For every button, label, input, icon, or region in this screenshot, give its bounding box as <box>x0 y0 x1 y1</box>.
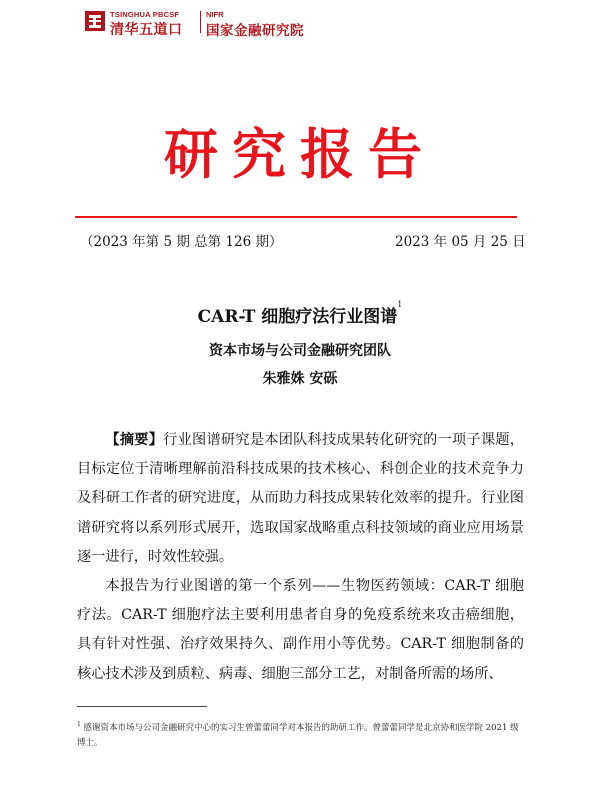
document-title-text: CAR-T 细胞疗法行业图谱 <box>197 307 398 327</box>
nifr-chinese: 国家金融研究院 <box>206 23 304 39</box>
abstract-paragraph <box>77 426 524 572</box>
logo-divider <box>200 11 201 33</box>
footnote-divider <box>77 706 207 707</box>
logo-chinese: 清华五道口 <box>110 22 183 38</box>
abstract-label: 【摘要】 <box>105 432 164 448</box>
tsinghua-logo-icon <box>84 10 106 32</box>
nifr-english: NIFR <box>206 10 224 19</box>
body-text <box>77 426 524 689</box>
report-date: 2023 年 05 月 25 日 <box>395 234 526 250</box>
footnote-mark: 1 <box>77 721 81 728</box>
logo-english: TSINGHUA PBCSF <box>110 10 180 19</box>
body-paragraph: 本报告为行业图谱的第一个系列——生物医药领域：CAR-T 细胞疗法。CAR-T 细胞疗法主要利用患者自身的免疫系统来攻击癌细胞，具有针对性强、治疗效果持久、副作用小等优势。CAR-T 细胞制备的核心技术涉及到质粒、病毒、细胞三部分工艺，对制备所需的场所、 <box>77 578 524 682</box>
title-divider <box>75 216 517 218</box>
research-team: 资本市场与公司金融研究团队 <box>209 343 391 359</box>
footnote <box>77 717 527 751</box>
issue-number: （2023 年第 5 期 总第 126 期） <box>80 234 283 250</box>
footnote-reference[interactable]: 1 <box>397 300 403 309</box>
footnote-text: 感谢资本市场与公司金融研究中心的实习生曾蕾蕾同学对本报告的助研工作。曾蕾蕾同学是北京协和医学院 2021 级博士。 <box>77 722 519 748</box>
abstract-text: 行业图谱研究是本团队科技成果转化研究的一项子课题，目标定位于清晰理解前沿科技成果的技术核心、科创企业的技术竞争力及科研工作者的研究进度，从而助力科技成果转化效率的提升。行业图谱研究将以系列形式展开，选取国家战略重点科技领域的商业应用场景逐一进行，时效性较强。 <box>77 432 524 565</box>
authors: 朱雅姝 安砾 <box>262 371 338 387</box>
report-title: 研究报告 <box>164 122 436 186</box>
document-title <box>0 302 600 327</box>
